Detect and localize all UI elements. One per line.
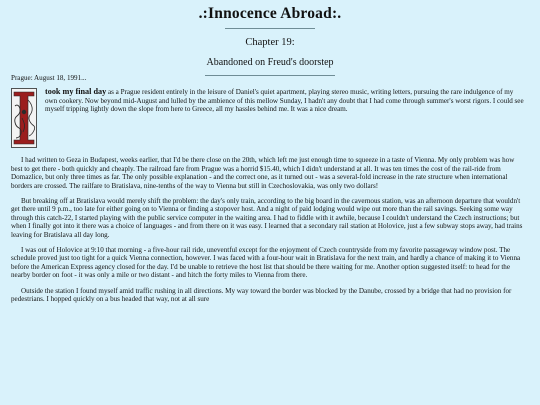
title-divider bbox=[225, 28, 315, 29]
chapter-heading: Chapter 19: bbox=[245, 37, 295, 48]
date-line: Prague: August 18, 1991... bbox=[11, 74, 87, 82]
paragraph-4: Outside the station I found myself amid traffic rushing in all directions. My way toward the border was blocked by the Danube, crossed by a bridge that had no provision for pedestrians. I hopped quickly on a bus headed that way, not at all sure bbox=[11, 286, 512, 304]
intro-text bbox=[11, 88, 526, 113]
paragraph-2: But breaking off at Bratislava would merely shift the problem: the day's only train, according to the big board in the cavernous station, was an afternoon departure that wouldn't get there until 9 p.m., too late for either going on to Vienna or finding a stopover host. And a night of paid lodging would wipe out more than the rail savings. Seeking some way through this catch-22, I started playing with the public service computer in the waiting area. I had to fiddle with it awhile, because I couldn't understand the Czech instructions; but when I finally got into it there was a choice of languages - and from there on it was easy. I learned that a secondary rail station at Holovice, just a few subway stops away, had trains leaving for Bratislava all day long. bbox=[11, 197, 523, 239]
intro-paragraph bbox=[11, 88, 526, 148]
paragraph-3: I was out of Holovice at 9:10 that morning - a five-hour rail ride, uneventful except for the enjoyment of Czech countryside from my favorite passageway window post. The schedule proved just too tight for a quick Vienna connection, however. I was faced with a four-hour wait in Bratislava for the next train, and hardly a chance of making it to Vienna before the American Express agency closed for the day. I'd be unable to retrieve the host list that should be there waiting for me. Another option suggested itself: to head for the nearby border on foot - it was only a mile or two distant - and hitch the forty miles to Vienna from there. bbox=[11, 246, 521, 280]
dropcap-illustration bbox=[11, 88, 37, 148]
chapter-subtitle: Abandoned on Freud's doorstep bbox=[206, 57, 334, 68]
intro-body: as a Prague resident entirely in the leisure of Daniel's quiet apartment, playing stereo music, writing letters, pursuing the rare indulgence of my own cookery. Now beyond mid-August and lulled by the ambience of this mellow Sunday, I hadn't any doubt that I had come through summer's worst rigors. I could see myself tripping lightly down the slope from here to Greece, all my hassles behind me. It was a nice dream. bbox=[45, 88, 524, 114]
paragraph-1: I had written to Geza in Budapest, weeks earlier, that I'd be there close on the 20th, which left me just enough time to squeeze in a taste of Vienna. My only problem was how best to get there - both quickly and cheaply. The railroad fare from Prague was a horrid $15.40, which I didn't understand at all. It was ten times the cost of the rail-ride from Domazlice, but only three times as far. The only possible explanation - and the correct one, as it turned out - was a several-fold increase in the rate structure when international borders are crossed. The railfare to Bratislava, nine-tenths of the way to Vienna but still in Czechoslovakia, was only two dollars! bbox=[11, 156, 515, 190]
lead-phrase: took my final day bbox=[45, 88, 107, 97]
site-title: .:Innocence Abroad:. bbox=[198, 5, 342, 22]
article-body bbox=[11, 74, 526, 304]
